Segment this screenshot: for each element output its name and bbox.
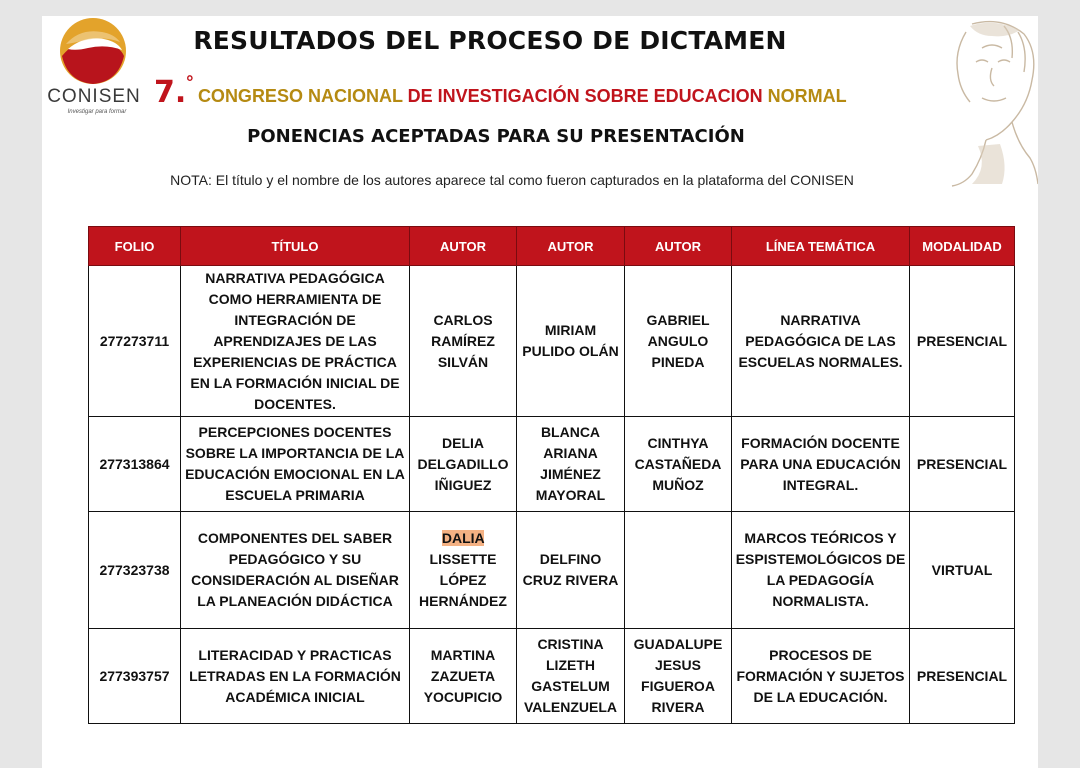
cell-folio: 277313864: [89, 417, 181, 512]
logo-tagline: Investigar para formar: [67, 109, 127, 115]
cell-titulo: LITERACIDAD Y PRACTICAS LETRADAS EN LA FORMACIÓN ACADÉMICA INICIAL: [181, 629, 410, 724]
column-header-folio: FOLIO: [89, 227, 181, 266]
column-header-autor-3: AUTOR: [625, 227, 732, 266]
cell-titulo: PERCEPCIONES DOCENTES SOBRE LA IMPORTANCIA DE LA EDUCACIÓN EMOCIONAL EN LA ESCUELA PRIMARIA: [181, 417, 410, 512]
cell-autor-3: [625, 512, 732, 629]
cell-autor-3: GUADALUPE JESUS FIGUEROA RIVERA: [625, 629, 732, 724]
congress-text-1: CONGRESO NACIONAL: [197, 86, 408, 106]
cell-autor-2: MIRIAM PULIDO OLÁN: [517, 266, 625, 417]
cell-autor-3: CINTHYA CASTAÑEDA MUÑOZ: [625, 417, 732, 512]
cell-linea: PROCESOS DE FORMACIÓN Y SUJETOS DE LA EDUCACIÓN.: [732, 629, 910, 724]
cell-modalidad: PRESENCIAL: [910, 417, 1015, 512]
document-page: [42, 16, 1038, 768]
column-header-modalidad: MODALIDAD: [910, 227, 1015, 266]
cell-autor-2: CRISTINA LIZETH GASTELUM VALENZUELA: [517, 629, 625, 724]
cell-folio: 277393757: [89, 629, 181, 724]
congress-heading: [154, 72, 954, 110]
cell-autor-1: CARLOS RAMÍREZ SILVÁN: [410, 266, 517, 417]
congress-degree: °: [186, 72, 194, 92]
column-header-linea: LÍNEA TEMÁTICA: [732, 227, 910, 266]
cell-titulo: NARRATIVA PEDAGÓGICA COMO HERRAMIENTA DE INTEGRACIÓN DE APRENDIZAJES DE LAS EXPERIENCIAS DE PRÁCTICA EN LA FORMACIÓN INICIAL DE DOCENTES.: [181, 266, 410, 417]
cell-autor-2: BLANCA ARIANA JIMÉNEZ MAYORAL: [517, 417, 625, 512]
cell-titulo: COMPONENTES DEL SABER PEDAGÓGICO Y SU CONSIDERACIÓN AL DISEÑAR LA PLANEACIÓN DIDÁCTICA: [181, 512, 410, 629]
cell-autor-3: GABRIEL ANGULO PINEDA: [625, 266, 732, 417]
table-row: [89, 629, 1015, 724]
congress-text-3: NORMAL: [767, 86, 847, 106]
portrait-watermark: [942, 18, 1038, 188]
column-header-autor-2: AUTOR: [517, 227, 625, 266]
cell-linea: NARRATIVA PEDAGÓGICA DE LAS ESCUELAS NORMALES.: [732, 266, 910, 417]
column-header-titulo: TÍTULO: [181, 227, 410, 266]
document-title: RESULTADOS DEL PROCESO DE DICTAMEN: [193, 26, 787, 55]
section-subtitle: PONENCIAS ACEPTADAS PARA SU PRESENTACIÓN: [247, 126, 745, 147]
note-text: NOTA: El título y el nombre de los autores aparece tal como fueron capturados en la plataforma del CONISEN: [170, 172, 854, 188]
cell-linea: FORMACIÓN DOCENTE PARA UNA EDUCACIÓN INTEGRAL.: [732, 417, 910, 512]
highlighted-name: DALIA: [441, 530, 485, 546]
cell-folio: 277273711: [89, 266, 181, 417]
logo-wordmark: CONISEN: [47, 86, 141, 107]
congress-number: 7.: [154, 75, 187, 110]
results-table: [88, 226, 1015, 724]
congress-text-2: DE INVESTIGACIÓN SOBRE EDUCACION: [407, 86, 768, 106]
conisen-logo-icon: [58, 16, 128, 86]
cell-autor-2: DELFINO CRUZ RIVERA: [517, 512, 625, 629]
cell-modalidad: PRESENCIAL: [910, 266, 1015, 417]
cell-linea: MARCOS TEÓRICOS Y ESPISTEMOLÓGICOS DE LA PEDAGOGÍA NORMALISTA.: [732, 512, 910, 629]
cell-autor-1: DELIA DELGADILLO IÑIGUEZ: [410, 417, 517, 512]
cell-modalidad: PRESENCIAL: [910, 629, 1015, 724]
cell-autor-1: [410, 512, 517, 629]
table-header-row: [89, 227, 1015, 266]
cell-autor-1: MARTINA ZAZUETA YOCUPICIO: [410, 629, 517, 724]
table-row: [89, 417, 1015, 512]
cell-folio: 277323738: [89, 512, 181, 629]
author-name-rest: LISSETTE LÓPEZ HERNÁNDEZ: [419, 551, 507, 609]
cell-modalidad: VIRTUAL: [910, 512, 1015, 629]
table-row: [89, 512, 1015, 629]
column-header-autor-1: AUTOR: [410, 227, 517, 266]
table-row: [89, 266, 1015, 417]
